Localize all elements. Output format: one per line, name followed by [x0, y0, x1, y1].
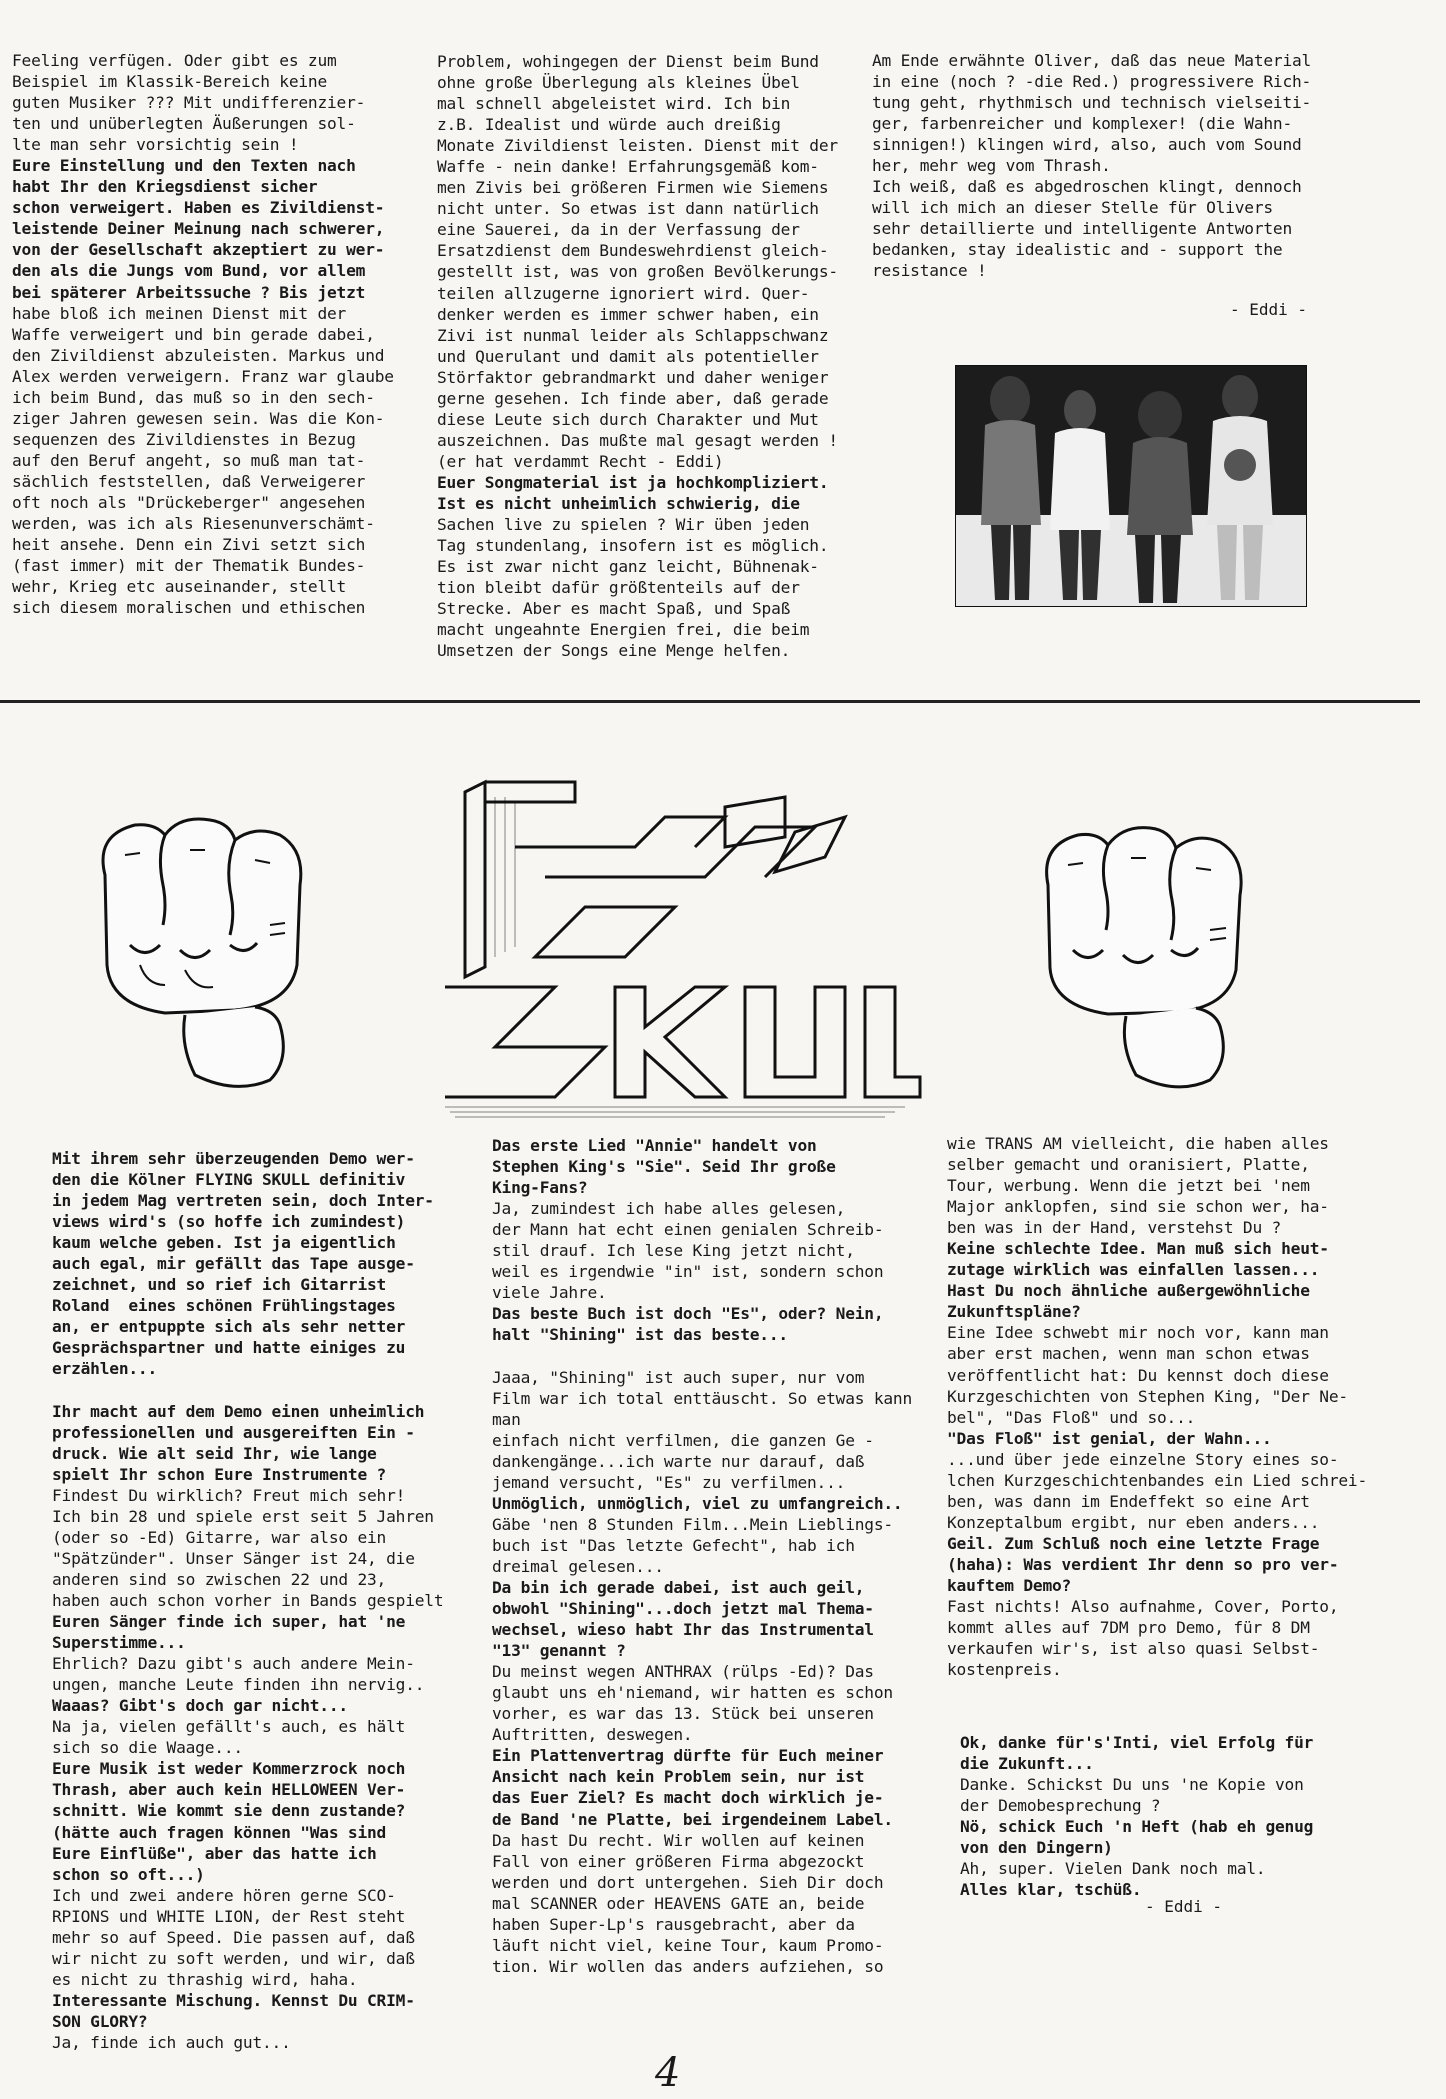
text-line: guten Musiker ??? Mit undifferenzier- — [12, 93, 366, 113]
text-line: ten und unüberlegten Äußerungen sol- — [12, 114, 356, 134]
text-line: kommt alles auf 7DM pro Demo, für 8 DM — [947, 1618, 1310, 1638]
text-line: Ja, zumindest ich habe alles gelesen, — [492, 1199, 846, 1219]
text-line: Tag stundenlang, insofern ist es möglich. — [437, 536, 829, 556]
text-line: kostenpreis. — [947, 1660, 1062, 1680]
text-line: schnitt. Wie kommt sie denn zustande? — [52, 1801, 406, 1821]
text-line: Nö, schick Euch 'n Heft (hab eh genug — [960, 1817, 1314, 1837]
text-line: her, mehr weg vom Thrash. — [872, 156, 1111, 176]
text-line: teilen allzugerne ignoriert wird. Quer- — [437, 283, 810, 303]
text-line: auf den Beruf angeht, so muß man tat- — [12, 450, 366, 470]
text-line: will ich mich an dieser Stelle für Olivers — [872, 198, 1273, 218]
author-signature: - Eddi - — [1145, 1897, 1223, 1916]
text-line: Kurzgeschichten von Stephen King, "Der Ne- — [947, 1386, 1348, 1406]
text-line: aber erst machen, wenn man schon etwas — [947, 1344, 1310, 1364]
text-line: Alex werden verweigern. Franz war glaube — [12, 366, 394, 386]
text-line: ben, was dann im Endeffekt so eine Art — [947, 1491, 1310, 1511]
text-line: Ich bin 28 und spiele erst seit 5 Jahren — [52, 1506, 434, 1526]
text-line: mehr so auf Speed. Die passen auf, daß — [52, 1927, 415, 1947]
text-line: Fast nichts! Also aufnahme, Cover, Porto, — [947, 1597, 1339, 1617]
text-line: Da bin ich gerade dabei, ist auch geil, — [492, 1577, 865, 1597]
interview-closing — [960, 1732, 1360, 1900]
section-divider — [0, 700, 1420, 703]
text-line: es nicht zu thrashig wird, haha. — [52, 1969, 358, 1989]
text-line: bel", "Das Floß" und so... — [947, 1407, 1196, 1427]
text-line: Strecke. Aber es macht Spaß, und Spaß — [437, 599, 791, 619]
text-line: denker werden es immer schwer haben, ein — [437, 304, 819, 324]
text-line: wie TRANS AM vielleicht, die haben alles — [947, 1134, 1329, 1153]
text-line: mal schnell abgeleistet wird. Ich bin — [437, 94, 791, 114]
fist-illustration — [1028, 800, 1273, 1100]
text-line: Zukunftspläne? — [947, 1302, 1081, 1322]
text-line: erzählen... — [52, 1359, 158, 1379]
text-line: spielt Ihr schon Eure Instrumente ? — [52, 1464, 387, 1484]
text-line: läuft nicht viel, keine Tour, kaum Promo- — [492, 1935, 884, 1955]
text-line: Beispiel im Klassik-Bereich keine — [12, 72, 328, 92]
text-line: Konzeptalbum ergibt, nur eben anders... — [947, 1512, 1320, 1532]
text-line: wehr, Krieg etc auseinander, stellt — [12, 577, 347, 597]
text-line: Am Ende erwähnte Oliver, daß das neue Material — [872, 51, 1312, 70]
text-line: sich diesem moralischen und ethischen — [12, 598, 366, 618]
text-line: schon verweigert. Haben es Zivildienst- — [12, 198, 385, 218]
interview-column-left — [52, 1148, 492, 2053]
text-line: Alles klar, tschüß. — [960, 1880, 1142, 1900]
fist-illustration — [85, 795, 335, 1100]
text-line: Film war ich total enttäuscht. So etwas kann man — [492, 1388, 922, 1429]
text-line: ben was in der Hand, verstehst Du ? — [947, 1218, 1282, 1238]
text-line: den Zivildienst abzuleisten. Markus und — [12, 345, 385, 365]
text-line: gestellt ist, was von großen Bevölkerungs- — [437, 262, 838, 282]
article-column-top-right — [872, 50, 1327, 282]
text-line: Ist es nicht unheimlich schwierig, die — [437, 493, 800, 513]
text-line: vorher, es war das 13. Stück bei unseren — [492, 1704, 874, 1724]
text-line: auszeichnen. Das mußte mal gesagt werden ! — [437, 430, 838, 450]
text-line: men Zivis bei größeren Firmen wie Siemens — [437, 178, 829, 198]
text-line: druck. Wie alt seid Ihr, wie lange — [52, 1443, 377, 1463]
text-line: Ansicht nach kein Problem sein, nur ist — [492, 1767, 865, 1787]
text-line: Ein Plattenvertrag dürfte für Euch meiner — [492, 1746, 884, 1766]
text-line: in jedem Mag vertreten sein, doch Inter- — [52, 1191, 434, 1211]
text-line: halt "Shining" ist das beste... — [492, 1325, 788, 1345]
text-line: lchen Kurzgeschichtenbandes ein Lied schrei- — [947, 1470, 1368, 1490]
text-line: (hätte auch fragen können "Was sind — [52, 1822, 387, 1842]
text-line: in eine (noch ? -die Red.) progressivere Rich- — [872, 72, 1312, 92]
text-line: anderen sind so zwischen 22 und 23, — [52, 1569, 387, 1589]
text-line: sequenzen des Zivildienstes in Bezug — [12, 429, 356, 449]
text-line: Problem, wohingegen der Dienst beim Bund — [437, 52, 819, 71]
page-number: 4 — [655, 2050, 681, 2096]
text-line: Ah, super. Vielen Dank noch mal. — [960, 1859, 1266, 1879]
text-line: resistance ! — [872, 261, 987, 281]
text-line: de Band 'ne Platte, bei irgendeinem Label. — [492, 1809, 893, 1829]
text-line: sinnigen!) klingen wird, also, auch vom Sound — [872, 135, 1302, 155]
text-line: sächlich feststellen, daß Verweigerer — [12, 471, 366, 491]
text-line: z.B. Idealist und würde auch dreißig — [437, 115, 781, 135]
text-line: glaubt uns eh'niemand, wir hatten es schon — [492, 1683, 893, 1703]
text-line: leistende Deiner Meinung nach schwerer, — [12, 219, 385, 239]
text-line: ich beim Bund, das muß so in den sech- — [12, 387, 375, 407]
text-line: Ehrlich? Dazu gibt's auch andere Mein- — [52, 1654, 415, 1674]
text-line: Eure Einstellung und den Texten nach — [12, 156, 356, 176]
text-line: (haha): Was verdient Ihr denn so pro ver- — [947, 1554, 1339, 1574]
text-line: von der Gesellschaft akzeptiert zu wer- — [12, 240, 385, 260]
text-line: tung geht, rhythmisch und technisch vielseiti- — [872, 93, 1312, 113]
text-line: Interessante Mischung. Kennst Du CRIM- — [52, 1990, 415, 2010]
text-line: Superstimme... — [52, 1633, 186, 1653]
text-line: kaum welche geben. Ist ja eigentlich — [52, 1233, 396, 1253]
text-line: jemand versucht, "Es" zu verfilmen... — [492, 1472, 846, 1492]
text-line: macht ungeahnte Energien frei, die beim — [437, 620, 810, 640]
text-line: Tour, werbung. Wenn die jetzt bei 'nem — [947, 1176, 1310, 1196]
text-line: Waffe - nein danke! Erfahrungsgemäß kom- — [437, 157, 819, 177]
text-line: die Zukunft... — [960, 1754, 1094, 1774]
text-line — [52, 1380, 492, 1401]
text-line: King-Fans? — [492, 1178, 588, 1198]
text-line: tion. Wir wollen das anders aufziehen, so — [492, 1956, 884, 1976]
text-line: Roland eines schönen Frühlingstages — [52, 1296, 396, 1316]
text-line: veröffentlicht hat: Du kennst doch diese — [947, 1365, 1329, 1385]
text-line: Eure Musik ist weder Kommerzrock noch — [52, 1759, 406, 1779]
text-line: Euer Songmaterial ist ja hochkompliziert. — [437, 472, 829, 492]
text-line: (oder so -Ed) Gitarre, war also ein — [52, 1527, 387, 1547]
text-line: Waaas? Gibt's doch gar nicht... — [52, 1696, 348, 1716]
text-line: Ja, finde ich auch gut... — [52, 2032, 291, 2052]
text-line: dreimal gelesen... — [492, 1556, 664, 1576]
text-line: Du meinst wegen ANTHRAX (rülps -Ed)? Das — [492, 1662, 874, 1682]
text-line: gerne gesehen. Ich finde aber, daß gerade — [437, 388, 829, 408]
text-line: ...und über jede einzelne Story eines so- — [947, 1449, 1339, 1469]
text-line: der Mann hat echt einen genialen Schreib- — [492, 1220, 884, 1240]
text-line: zeichnet, und so rief ich Gitarrist — [52, 1275, 387, 1295]
text-line: Es ist zwar nicht ganz leicht, Bühnenak- — [437, 557, 819, 577]
text-line: verkaufen wir's, ist also quasi Selbst- — [947, 1639, 1320, 1659]
text-line: zutage wirklich was einfallen lassen... — [947, 1260, 1320, 1280]
text-line: Ihr macht auf dem Demo einen unheimlich — [52, 1401, 425, 1421]
text-line: an, er entpuppte sich als sehr netter — [52, 1317, 406, 1337]
text-line: auch egal, mir gefällt das Tape ausge- — [52, 1254, 415, 1274]
text-line: oft noch als "Drückeberger" angesehen — [12, 492, 366, 512]
text-line: kauftem Demo? — [947, 1575, 1072, 1595]
text-line: Fall von einer größeren Firma abgezockt — [492, 1851, 865, 1871]
text-line: Hast Du noch ähnliche außergewöhnliche — [947, 1281, 1310, 1301]
text-line: RPIONS und WHITE LION, der Rest steht — [52, 1906, 406, 1926]
text-line: Geil. Zum Schluß noch eine letzte Frage — [947, 1533, 1320, 1553]
text-line: Störfaktor gebrandmarkt und daher weniger — [437, 367, 829, 387]
text-line: views wird's (so hoffe ich zumindest) — [52, 1212, 406, 1232]
text-line: Zivi ist nunmal leider als Schlappschwanz — [437, 325, 829, 345]
interview-column-right — [947, 1133, 1387, 1680]
text-line: Ich weiß, daß es abgedroschen klingt, dennoch — [872, 177, 1302, 197]
text-line: Mit ihrem sehr überzeugenden Demo wer- — [52, 1149, 415, 1168]
text-line: Danke. Schickst Du uns 'ne Kopie von — [960, 1775, 1304, 1795]
text-line: sich so die Waage... — [52, 1738, 243, 1758]
text-line: Keine schlechte Idee. Man muß sich heut- — [947, 1239, 1329, 1259]
text-line: ungen, manche Leute finden ihn nervig.. — [52, 1675, 425, 1695]
text-line: Jaaa, "Shining" ist auch super, nur vom — [492, 1367, 865, 1387]
text-line: Gesprächspartner und hatte einiges zu — [52, 1338, 406, 1358]
text-line: Feeling verfügen. Oder gibt es zum — [12, 51, 337, 70]
text-line: eine Sauerei, da in der Verfassung der — [437, 220, 800, 240]
text-line: Eine Idee schwebt mir noch vor, kann man — [947, 1323, 1329, 1343]
text-line: der Demobesprechung ? — [960, 1796, 1161, 1816]
text-line: einfach nicht verfilmen, die ganzen Ge - — [492, 1430, 874, 1450]
text-line: Ich und zwei andere hören gerne SCO- — [52, 1885, 396, 1905]
text-line: Findest Du wirklich? Freut mich sehr! — [52, 1485, 406, 1505]
text-line: werden und dort untergehen. Sieh Dir doch — [492, 1872, 884, 1892]
band-logo — [425, 777, 925, 1122]
text-line: Da hast Du recht. Wir wollen auf keinen — [492, 1830, 865, 1850]
text-line: Na ja, vielen gefällt's auch, es hält — [52, 1717, 406, 1737]
article-column-top-left — [12, 50, 427, 618]
text-line: sehr detaillierte und intelligente Antworten — [872, 219, 1293, 239]
author-signature: - Eddi - — [1230, 300, 1308, 319]
text-line: Ersatzdienst dem Bundeswehrdienst gleich- — [437, 241, 829, 261]
text-line: habe bloß ich meinen Dienst mit der — [12, 303, 347, 323]
article-column-top-middle — [437, 51, 857, 661]
text-line: buch ist "Das letzte Gefecht", hab ich — [492, 1535, 855, 1555]
text-line: das Euer Ziel? Es macht doch wirklich je- — [492, 1788, 884, 1808]
text-line: Sachen live zu spielen ? Wir üben jeden — [437, 515, 810, 535]
text-line: den die Kölner FLYING SKULL definitiv — [52, 1170, 406, 1190]
text-line: Gäbe 'nen 8 Stunden Film...Mein Lieblings- — [492, 1514, 893, 1534]
text-line: nicht unter. So etwas ist dann natürlich — [437, 199, 819, 219]
text-line: Das erste Lied "Annie" handelt von — [492, 1136, 817, 1155]
text-line: Waffe verweigert und bin gerade dabei, — [12, 324, 375, 344]
text-line: SON GLORY? — [52, 2011, 148, 2031]
text-line: obwohl "Shining"...doch jetzt mal Thema- — [492, 1599, 874, 1619]
text-line: haben Super-Lp's rausgebracht, aber da — [492, 1914, 855, 1934]
text-line: dankengänge...ich warte nur darauf, daß — [492, 1451, 865, 1471]
text-line: werden, was ich als Riesenunverschämt- — [12, 514, 375, 534]
text-line: den als die Jungs vom Bund, vor allem — [12, 261, 366, 281]
text-line: habt Ihr den Kriegsdienst sicher — [12, 177, 318, 197]
text-line: Das beste Buch ist doch "Es", oder? Nein, — [492, 1304, 884, 1324]
text-line: wechsel, wieso habt Ihr das Instrumental — [492, 1620, 874, 1640]
text-line: schon so oft...) — [52, 1864, 205, 1884]
interview-column-middle — [492, 1135, 947, 1977]
band-photo — [955, 365, 1307, 607]
text-line: "13" genannt ? — [492, 1641, 626, 1661]
text-line: viele Jahre. — [492, 1283, 607, 1303]
text-line: selber gemacht und oranisiert, Platte, — [947, 1155, 1310, 1175]
text-line: Monate Zivildienst leisten. Dienst mit der — [437, 136, 838, 156]
text-line: stil drauf. Ich lese King jetzt nicht, — [492, 1241, 855, 1261]
text-line: diese Leute sich durch Charakter und Mut — [437, 409, 819, 429]
text-line: von den Dingern) — [960, 1838, 1113, 1858]
text-line — [492, 1345, 947, 1366]
text-line: Thrash, aber auch kein HELLOWEEN Ver- — [52, 1780, 406, 1800]
text-line: "Das Floß" ist genial, der Wahn... — [947, 1428, 1272, 1448]
text-line: Euren Sänger finde ich super, hat 'ne — [52, 1612, 406, 1632]
text-line: heit ansehe. Denn ein Zivi setzt sich — [12, 535, 366, 555]
text-line: Major anklopfen, sind sie schon wer, ha- — [947, 1197, 1329, 1217]
text-line: Stephen King's "Sie". Seid Ihr große — [492, 1157, 836, 1177]
text-line: professionellen und ausgereiften Ein - — [52, 1422, 415, 1442]
text-line: Umsetzen der Songs eine Menge helfen. — [437, 641, 791, 661]
text-line: "Spätzünder". Unser Sänger ist 24, die — [52, 1548, 415, 1568]
text-line: Ok, danke für's'Inti, viel Erfolg für — [960, 1733, 1314, 1752]
text-line: ger, farbenreicher und komplexer! (die Wahn- — [872, 114, 1293, 134]
text-line: ohne große Überlegung als kleines Übel — [437, 73, 800, 93]
text-line: Auftritten, deswegen. — [492, 1725, 693, 1745]
text-line: (fast immer) mit der Thematik Bundes- — [12, 556, 366, 576]
text-line: bei späterer Arbeitssuche ? Bis jetzt — [12, 282, 366, 302]
text-line: Unmöglich, unmöglich, viel zu umfangreich.. — [492, 1493, 903, 1513]
text-line: wir nicht zu soft werden, und wir, daß — [52, 1948, 415, 1968]
text-line: haben auch schon vorher in Bands gespielt — [52, 1590, 444, 1610]
text-line: und Querulant und damit als potentieller — [437, 346, 819, 366]
text-line: (er hat verdammt Recht - Eddi) — [437, 451, 724, 471]
text-line: Eure Einflüße", aber das hatte ich — [52, 1843, 377, 1863]
text-line: lte man sehr vorsichtig sein ! — [12, 135, 299, 155]
text-line: tion bleibt dafür größtenteils auf der — [437, 578, 800, 598]
text-line: weil es irgendwie "in" ist, sondern schon — [492, 1262, 884, 1282]
text-line: ziger Jahren gewesen sein. Was die Kon- — [12, 408, 385, 428]
text-line: bedanken, stay idealistic and - support the — [872, 240, 1283, 260]
text-line: mal SCANNER oder HEAVENS GATE an, beide — [492, 1893, 865, 1913]
